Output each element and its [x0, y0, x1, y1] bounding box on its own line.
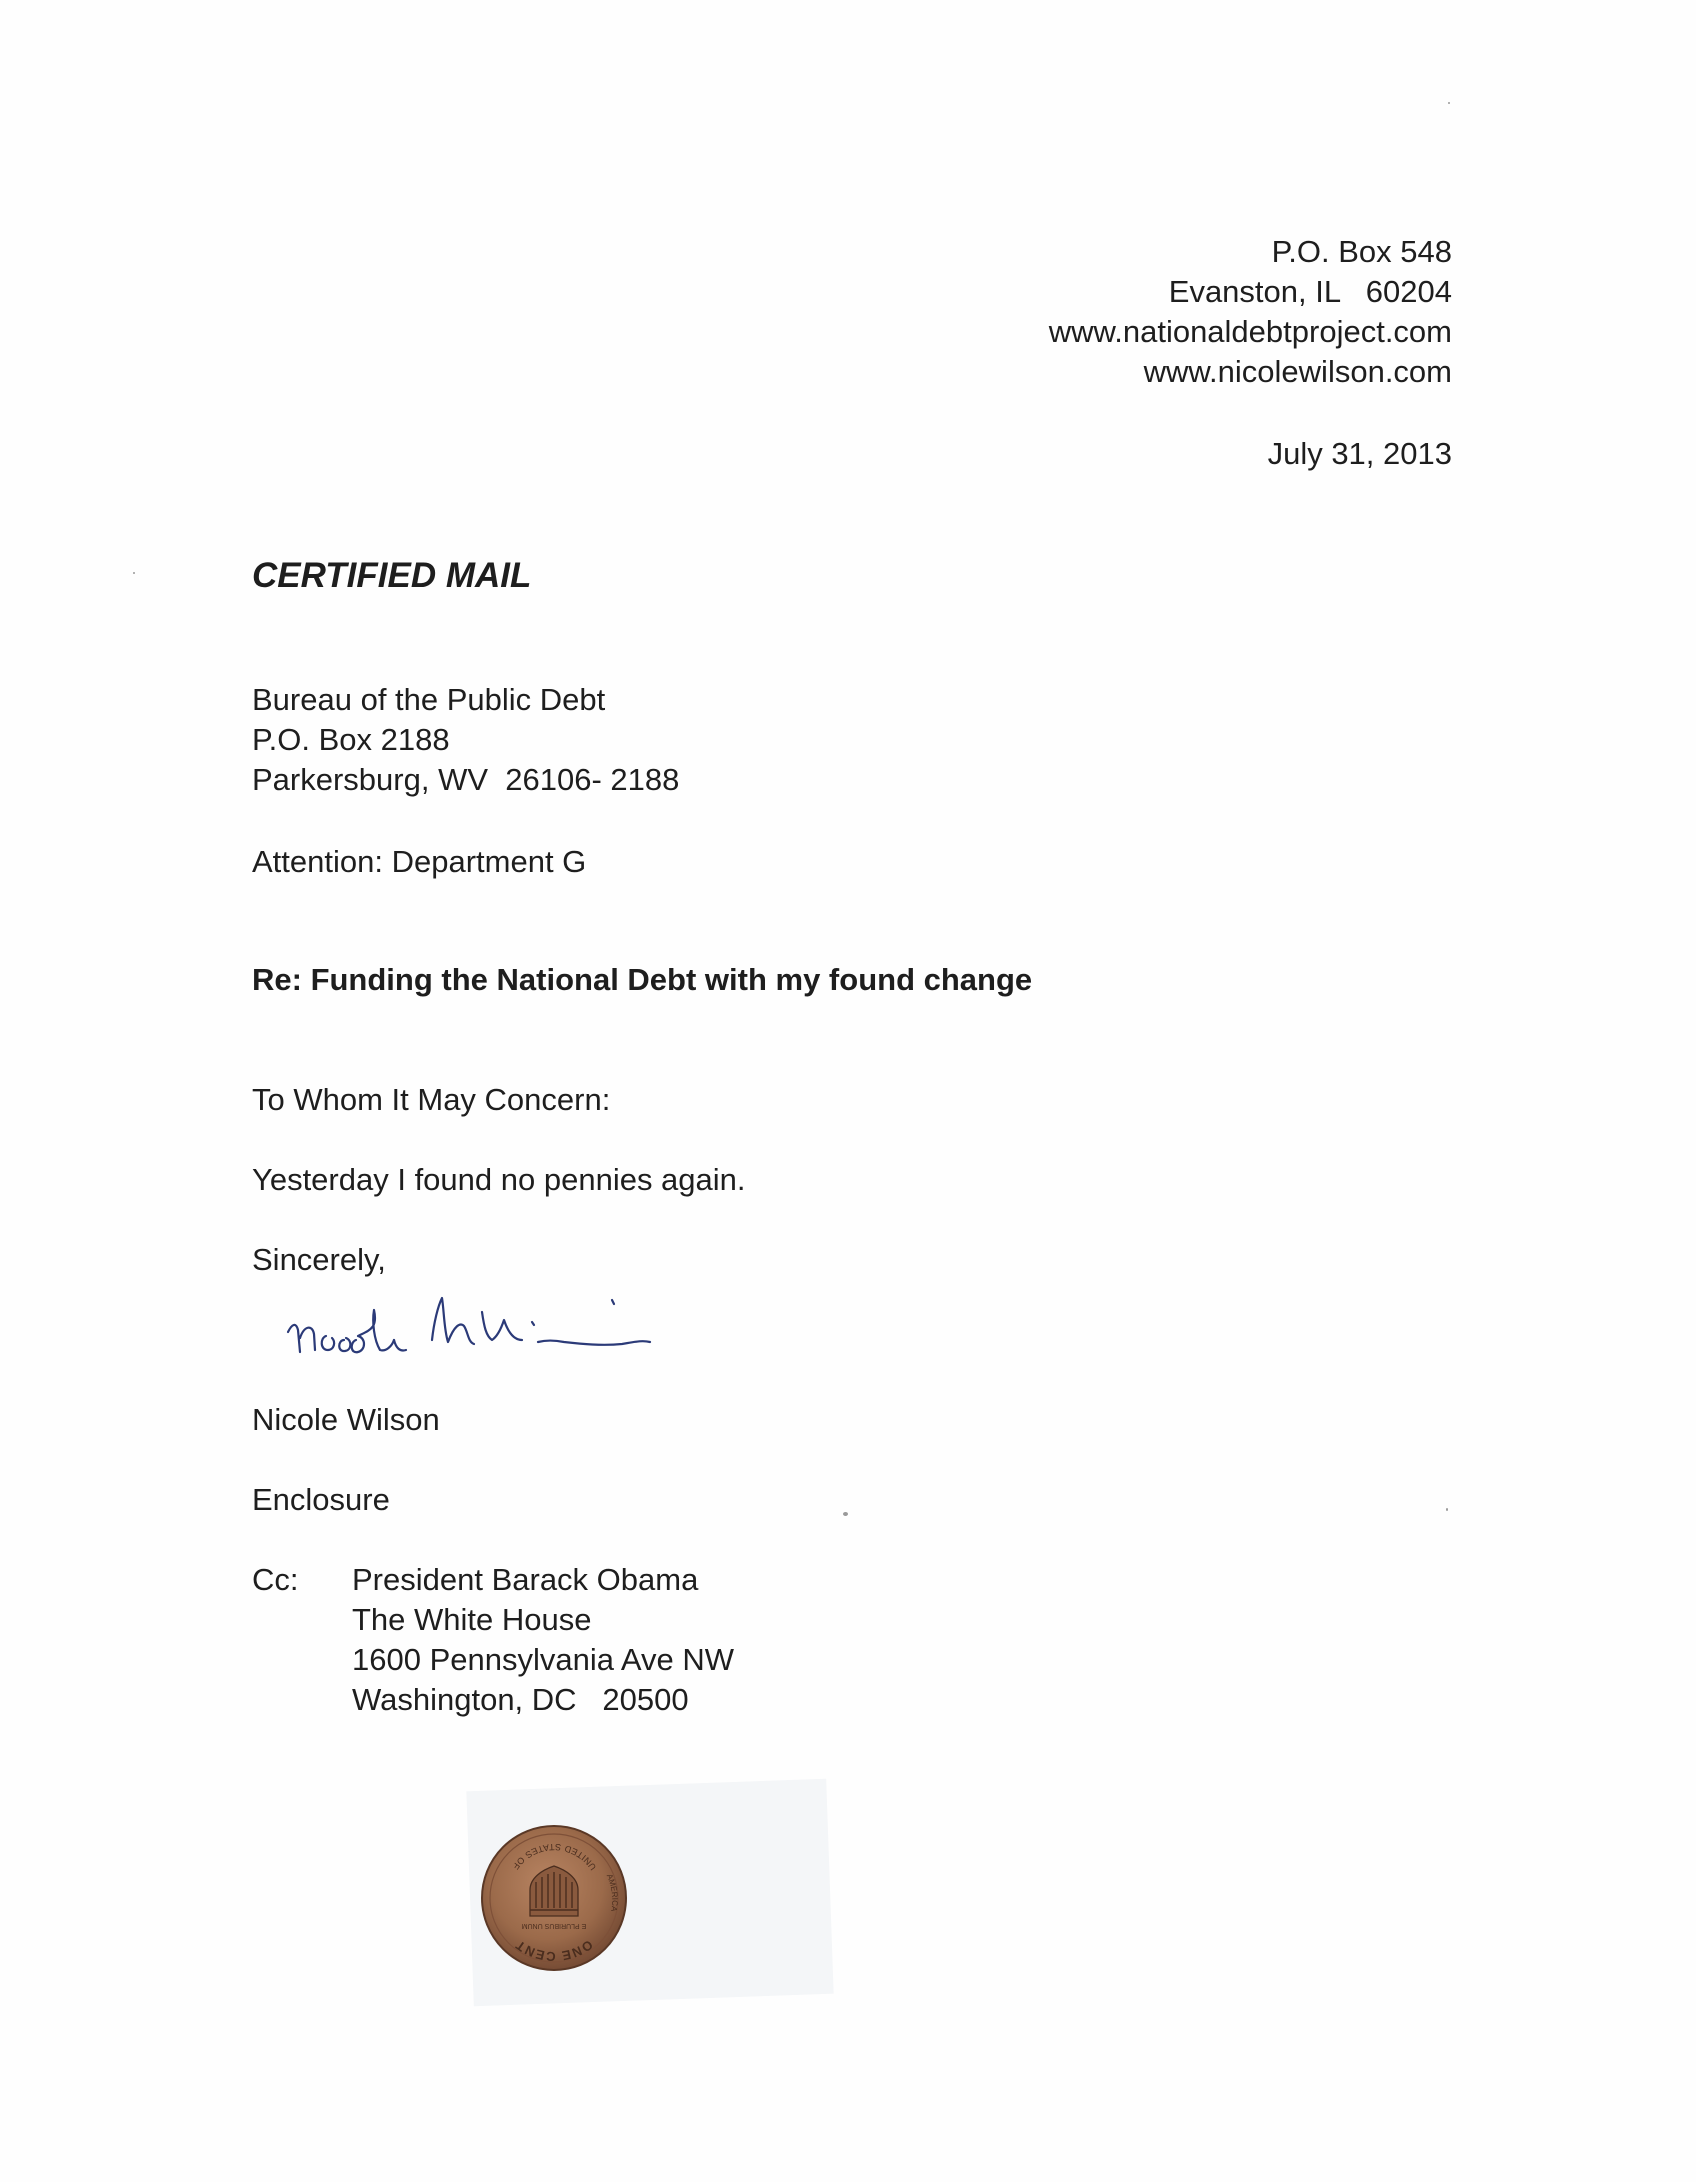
subject-line: Re: Funding the National Debt with my found change: [252, 962, 1033, 997]
sender-website-personal: www.nicolewilson.com: [1143, 354, 1452, 389]
penny-coin-image: [478, 1822, 630, 1974]
scan-speck: [843, 1512, 848, 1516]
cc-street: 1600 Pennsylvania Ave NW: [352, 1642, 734, 1677]
handwritten-signature: [282, 1270, 722, 1380]
cc-label: Cc:: [252, 1562, 299, 1597]
sender-website-project: www.nationaldebtproject.com: [1048, 314, 1452, 349]
svg-text:ONE CENT: ONE CENT: [512, 1937, 596, 1965]
letter-body: Yesterday I found no pennies again.: [252, 1162, 746, 1197]
cc-name: President Barack Obama: [352, 1562, 699, 1597]
salutation: To Whom It May Concern:: [252, 1082, 611, 1117]
signer-name: Nicole Wilson: [252, 1402, 440, 1437]
recipient-po-box: P.O. Box 2188: [252, 722, 450, 757]
recipient-address: [252, 680, 679, 800]
certified-mail-heading: CERTIFIED MAIL: [252, 556, 532, 595]
sender-address: [1049, 232, 1452, 392]
enclosure-note: Enclosure: [252, 1482, 390, 1517]
sender-city-state: Evanston, IL 60204: [1168, 274, 1452, 309]
recipient-city-state: Parkersburg, WV 26106- 2188: [252, 762, 680, 797]
svg-text:E PLURIBUS UNUM: E PLURIBUS UNUM: [521, 1922, 587, 1929]
attention-line: Attention: Department G: [252, 844, 587, 879]
svg-text:AMERICA: AMERICA: [604, 1872, 620, 1913]
closing: Sincerely,: [252, 1242, 386, 1277]
scan-speck: [133, 572, 135, 574]
cc-recipient: [352, 1560, 734, 1720]
sender-po-box: P.O. Box 548: [1271, 234, 1452, 269]
scan-speck: [1446, 1508, 1448, 1511]
recipient-name: Bureau of the Public Debt: [252, 682, 606, 717]
scan-speck: [1448, 102, 1450, 104]
svg-text:UNITED STATES OF: UNITED STATES OF: [509, 1841, 599, 1873]
cc-organization: The White House: [352, 1602, 592, 1637]
cc-city-state: Washington, DC 20500: [352, 1682, 689, 1717]
letter-date: July 31, 2013: [1267, 436, 1452, 471]
